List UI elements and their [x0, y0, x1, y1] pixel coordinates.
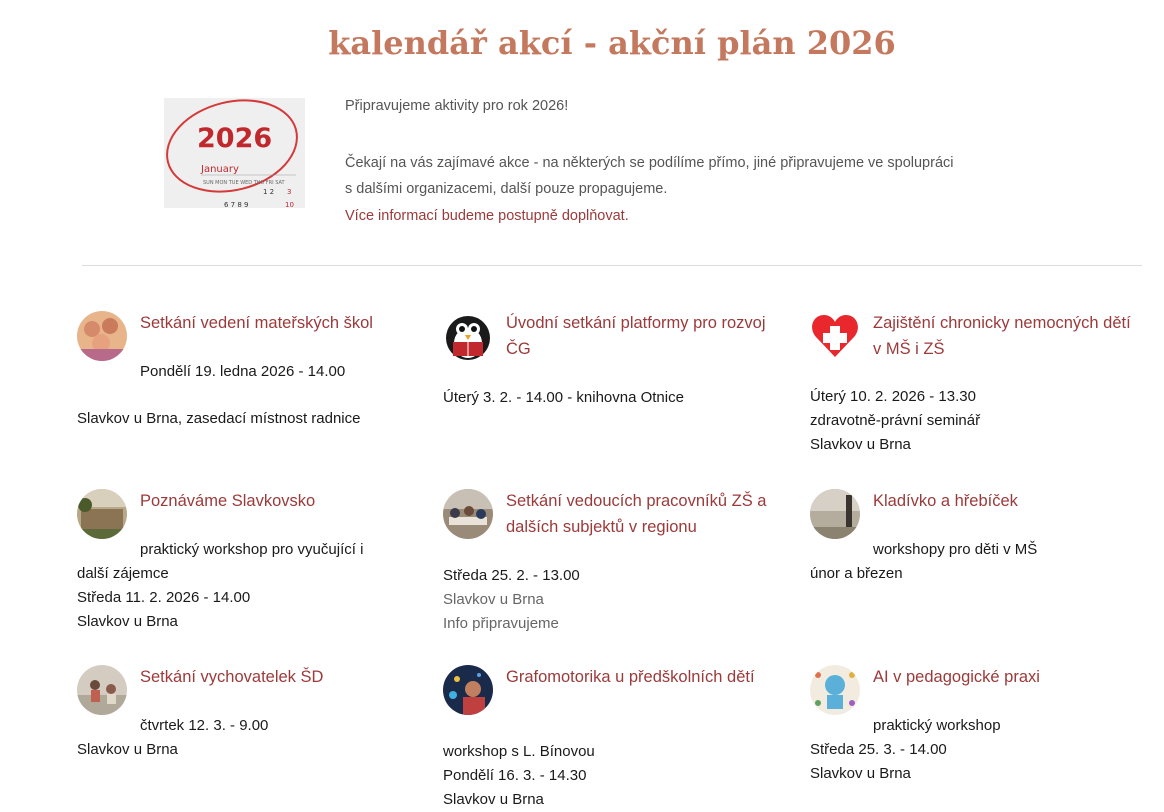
- svg-text:10: 10: [285, 201, 294, 208]
- event-date: Úterý 3. 2. - 14.00 - knihovna Otnice: [443, 389, 684, 406]
- event-date: Středa 11. 2. 2026 - 14.00: [77, 589, 251, 606]
- intro-line-4: Více informací budeme postupně doplňovat.: [345, 208, 629, 224]
- event-title-link[interactable]: Setkání vedení mateřských škol: [140, 314, 373, 332]
- hammer-nail-photo-icon[interactable]: [810, 489, 860, 539]
- ai-robot-head-icon[interactable]: [810, 665, 860, 715]
- event-detail-cont: další zájemce: [77, 565, 169, 582]
- event-date: Pondělí 16. 3. - 14.30: [443, 767, 587, 784]
- section-divider: [82, 265, 1142, 266]
- event-date: Středa 25. 3. - 14.00: [810, 741, 947, 758]
- event-detail: praktický workshop: [873, 717, 1001, 734]
- meeting-photo-icon[interactable]: [443, 489, 493, 539]
- event-date: čtvrtek 12. 3. - 9.00: [140, 717, 269, 734]
- event-title-link[interactable]: Zajištění chronicky nemocných dětí v MŠ i ZŠ: [873, 314, 1131, 358]
- event-title-link[interactable]: Poznáváme Slavkovsko: [140, 492, 316, 510]
- event-location: Slavkov u Brna: [443, 791, 544, 808]
- intro-line-3: s dalšími organizacemi, další pouze propagujeme.: [345, 181, 668, 197]
- event-title-link[interactable]: Úvodní setkání platformy pro rozvoj ČG: [506, 314, 766, 358]
- event-detail: workshopy pro děti v MŠ: [873, 541, 1038, 558]
- kids-playing-photo-icon[interactable]: [77, 665, 127, 715]
- intro-text: [345, 94, 1085, 230]
- calendar-2026-image: [164, 98, 305, 208]
- svg-text:3: 3: [287, 188, 292, 196]
- svg-text:SUN MON TUE WED THU FRI SAT: SUN MON TUE WED THU FRI SAT: [203, 180, 285, 186]
- event-info: Info připravujeme: [443, 615, 559, 632]
- intro-line-1: Připravujeme aktivity pro rok 2026!: [345, 98, 569, 114]
- event-location: Slavkov u Brna: [810, 765, 911, 782]
- chateau-photo-icon[interactable]: [77, 489, 127, 539]
- event-date: Pondělí 19. ledna 2026 - 14.00: [140, 363, 346, 380]
- heart-cross-icon[interactable]: [810, 311, 860, 361]
- event-location: Slavkov u Brna: [810, 436, 911, 453]
- svg-text:6 7 8 9: 6 7 8 9: [224, 201, 249, 208]
- event-location: Slavkov u Brna: [443, 591, 544, 608]
- calendar-month-text: January: [201, 164, 239, 175]
- event-detail: praktický workshop pro vyučující i: [140, 541, 364, 558]
- event-title-link[interactable]: Setkání vychovatelek ŠD: [140, 668, 324, 686]
- event-date: Středa 25. 2. - 13.00: [443, 567, 580, 584]
- event-title-link[interactable]: AI v pedagogické praxi: [873, 668, 1040, 686]
- event-detail: zdravotně-právní seminář: [810, 412, 981, 429]
- event-detail: workshop s L. Bínovou: [443, 743, 595, 760]
- page-title: kalendář akcí - akční plán 2026: [328, 24, 896, 62]
- child-drawing-photo-icon[interactable]: [443, 665, 493, 715]
- event-date: Úterý 10. 2. 2026 - 13.30: [810, 388, 976, 405]
- penguin-reading-icon[interactable]: [443, 311, 493, 361]
- event-location: Slavkov u Brna, zasedací místnost radnice: [77, 410, 361, 427]
- event-date: únor a březen: [810, 565, 903, 582]
- intro-line-2: Čekají na vás zajímavé akce - na některých se podílíme přímo, jiné připravujeme ve spolupráci: [345, 155, 954, 171]
- event-title-link[interactable]: Setkání vedoucích pracovníků ZŠ a dalších subjektů v regionu: [506, 492, 767, 536]
- svg-text:1 2: 1 2: [263, 188, 275, 196]
- children-photo-icon[interactable]: [77, 311, 127, 361]
- event-title-link[interactable]: Grafomotorika u předškolních dětí: [506, 668, 755, 686]
- event-location: Slavkov u Brna: [77, 613, 178, 630]
- event-title-link[interactable]: Kladívko a hřebíček: [873, 492, 1018, 510]
- calendar-year-text: 2026: [197, 123, 273, 154]
- event-location: Slavkov u Brna: [77, 741, 178, 758]
